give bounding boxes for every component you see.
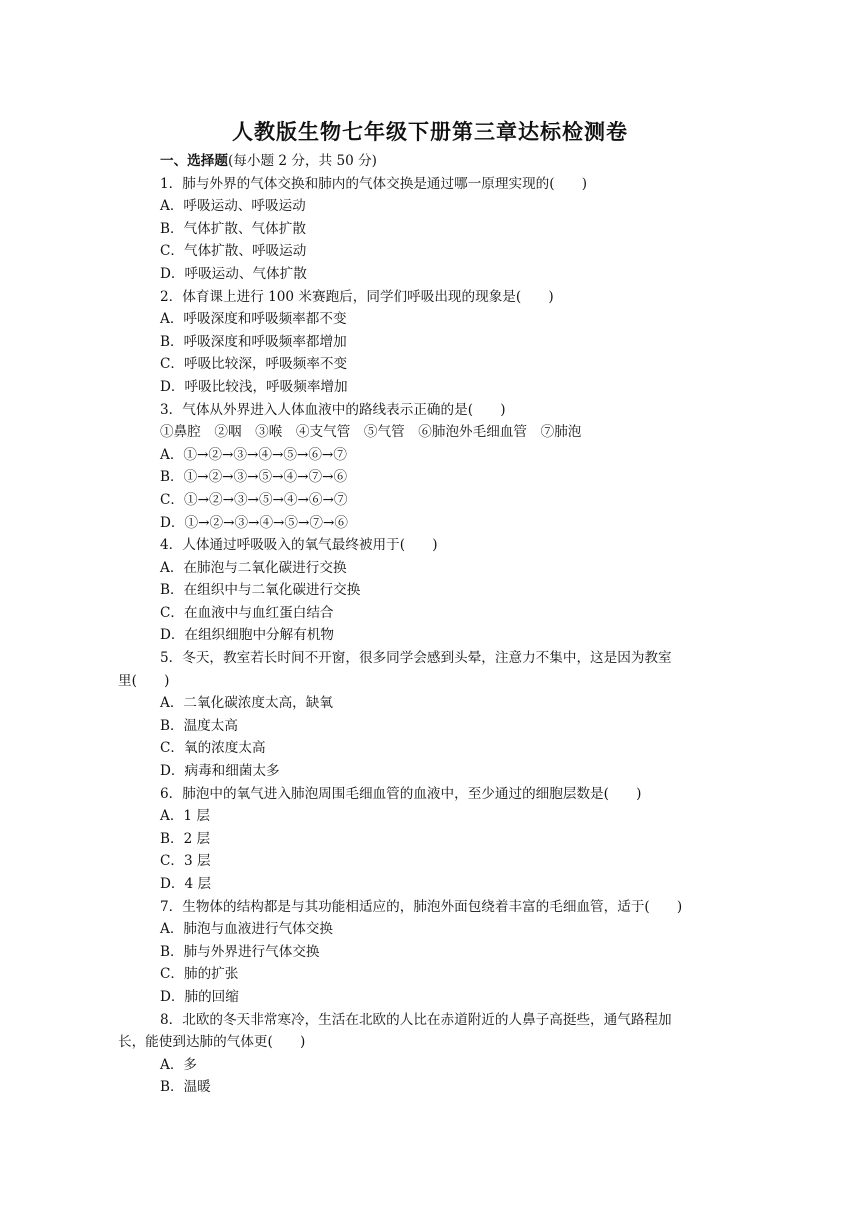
option-2-a[interactable]: A．呼吸深度和呼吸频率都不变 xyxy=(160,311,347,328)
option-5-c[interactable]: C．氧的浓度太高 xyxy=(160,740,266,757)
option-7-d[interactable]: D．肺的回缩 xyxy=(160,988,239,1005)
section-heading xyxy=(118,150,736,173)
option-5-b[interactable]: B．温度太高 xyxy=(160,717,238,734)
option-6-a[interactable]: A．1 层 xyxy=(160,808,210,825)
option-1-d[interactable]: D．呼吸运动、气体扩散 xyxy=(160,265,307,282)
question-stem-8-line2: 长，能使到达肺的气体更( ) xyxy=(118,1034,306,1051)
option-2-c[interactable]: C．呼吸比较深，呼吸频率不变 xyxy=(160,356,348,373)
question-stem-7: 7．生物体的结构都是与其功能相适应的，肺泡外面包绕着丰富的毛细血管，适于( ) xyxy=(160,898,683,915)
option-4-b[interactable]: B．在组织中与二氧化碳进行交换 xyxy=(160,582,361,599)
option-6-b[interactable]: B．2 层 xyxy=(160,830,211,847)
option-2-d[interactable]: D．呼吸比较浅，呼吸频率增加 xyxy=(160,378,348,395)
option-5-a[interactable]: A．二氧化碳浓度太高，缺氧 xyxy=(160,695,333,712)
option-1-c[interactable]: C．气体扩散、呼吸运动 xyxy=(160,243,307,260)
question-3-legend: ①鼻腔 ②咽 ③喉 ④支气管 ⑤气管 ⑥肺泡外毛细血管 ⑦肺泡 xyxy=(160,424,582,441)
option-4-a[interactable]: A．在肺泡与二氧化碳进行交换 xyxy=(160,559,347,576)
section-title: 一、选择题 xyxy=(160,153,228,169)
option-5-d[interactable]: D．病毒和细菌太多 xyxy=(160,763,280,780)
section-note: (每小题 2 分，共 50 分) xyxy=(227,153,377,169)
option-6-d[interactable]: D．4 层 xyxy=(160,876,212,892)
question-stem-1: 1．肺与外界的气体交换和肺内的气体交换是通过哪一原理实现的( ) xyxy=(160,175,588,192)
question-stem-5-line1: 5．冬天，教室若长时间不开窗，很多同学会感到头晕，注意力不集中，这是因为教室 xyxy=(160,650,672,667)
option-7-a[interactable]: A．肺泡与血液进行气体交换 xyxy=(160,921,333,938)
option-8-b[interactable]: B．温暖 xyxy=(160,1079,211,1096)
option-8-a[interactable]: A．多 xyxy=(160,1056,198,1073)
question-list xyxy=(118,150,736,1099)
option-3-b[interactable]: B．①→②→③→⑤→④→⑦→⑥ xyxy=(160,469,348,486)
question-stem-6: 6．肺泡中的氧气进入肺泡周围毛细血管的血液中，至少通过的细胞层数是( ) xyxy=(160,785,642,802)
option-3-c[interactable]: C．①→②→③→⑤→④→⑥→⑦ xyxy=(160,491,348,508)
question-stem-5-line2: 里( ) xyxy=(118,672,170,689)
option-3-d[interactable]: D．①→②→③→④→⑤→⑦→⑥ xyxy=(160,514,348,531)
question-stem-4: 4．人体通过呼吸吸入的氧气最终被用于( ) xyxy=(160,537,438,554)
option-3-a[interactable]: A．①→②→③→④→⑤→⑥→⑦ xyxy=(160,446,347,463)
option-4-c[interactable]: C．在血液中与血红蛋白结合 xyxy=(160,604,334,621)
question-stem-2: 2．体育课上进行 100 米赛跑后，同学们呼吸出现的现象是( ) xyxy=(160,288,554,305)
question-stem-8-line1: 8．北欧的冬天非常寒冷，生活在北欧的人比在赤道附近的人鼻子高挺些，通气路程加 xyxy=(160,1011,672,1028)
option-7-c[interactable]: C．肺的扩张 xyxy=(160,966,239,983)
option-1-b[interactable]: B．气体扩散、气体扩散 xyxy=(160,220,306,237)
option-1-a[interactable]: A．呼吸运动、呼吸运动 xyxy=(160,198,306,215)
page-title: 人教版生物七年级下册第三章达标检测卷 xyxy=(232,119,628,144)
question-stem-3: 3．气体从外界进入人体血液中的路线表示正确的是( ) xyxy=(160,401,506,418)
option-4-d[interactable]: D．在组织细胞中分解有机物 xyxy=(160,627,335,644)
option-7-b[interactable]: B．肺与外界进行气体交换 xyxy=(160,943,320,960)
option-2-b[interactable]: B．呼吸深度和呼吸频率都增加 xyxy=(160,333,347,350)
option-6-c[interactable]: C．3 层 xyxy=(160,853,211,870)
